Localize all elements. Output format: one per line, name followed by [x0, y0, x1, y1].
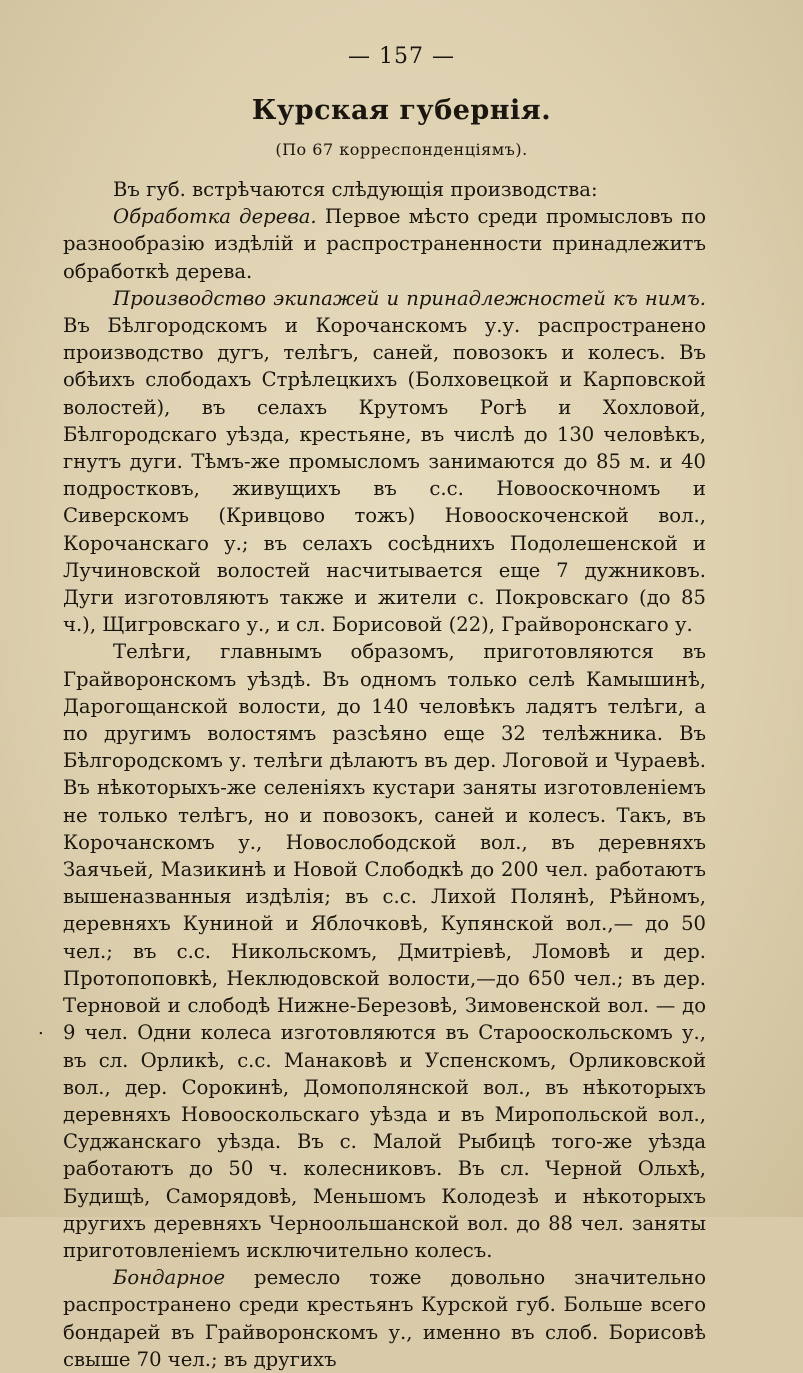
paragraph-carts [63, 638, 706, 1264]
section-lead: Обработка дерева. [113, 205, 317, 229]
page-title: Курская губернія. [251, 95, 552, 126]
margin-dot: . [38, 1018, 44, 1039]
paragraph-wood-processing [63, 203, 706, 285]
paragraph-cooperage [63, 1264, 706, 1373]
page-number: — 157 — [348, 44, 455, 69]
section-text: ремесло тоже довольно значительно распространено среди крестьянъ Курской губ. Больше всего бондарей въ Грайворонскомъ у., именно въ слоб. Борисовѣ свыше 70 чел.; въ другихъ [63, 1266, 706, 1371]
intro-paragraph: Въ губ. встрѣчаются слѣдующія производства: [113, 178, 598, 201]
section-text: Первое мѣсто среди промысловъ по разнообразію издѣлій и распространенности принадлежитъ обработкѣ дерева. [63, 205, 706, 283]
section-lead: Бондарное [113, 1266, 226, 1290]
section-lead: Производство экипажей и принадлежностей къ нимъ. [113, 286, 706, 310]
section-text: Въ Бѣлгородскомъ и Корочанскомъ у.у. распространено производство дугъ, телѣгъ, саней, повозокъ и колесъ. Въ обѣихъ слободахъ Стрѣлецкихъ (Болховецкой и Карповской волостей), въ селахъ Крутомъ Рогѣ и Хохловой, Бѣлгородскаго уѣзда, крестьяне, въ числѣ до 130 человѣкъ, гнутъ дуги. Тѣмъ-же промысломъ занимаются до 85 м. и 40 подростковъ, живущихъ въ с.с. Новооскочномъ и Сиверскомъ (Кривцово тожъ) Новооскоченской вол., Корочанскаго у.; въ селахъ сосѣднихъ Подолешенской и Лучиновской волостей насчитывается еще 7 дужниковъ. Дуги изготовляютъ также и жители с. Покровскаго (до 85 ч.), Щигровскаго у., и сл. Борисовой (22), Грайворонскаго у. [63, 314, 706, 637]
body-text [63, 176, 706, 1373]
paragraph-carriages [63, 285, 706, 639]
section-text: Телѣги, главнымъ образомъ, приготовляются въ Грайворонскомъ уѣздѣ. Въ одномъ только селѣ Камышинѣ, Дарогощанской волости, до 140 человѣкъ ладятъ телѣги, а по другимъ волостямъ разсѣяно еще 32 телѣжника. Въ Бѣлгородскомъ у. телѣги дѣлаютъ въ дер. Логовой и Чураевѣ. Въ нѣкоторыхъ-же селеніяхъ кустари заняты изготовленіемъ не только телѣгъ, но и повозокъ, саней и колесъ. Такъ, въ Корочанскомъ у., Новослободской вол., въ деревняхъ Заячьей, Мазикинѣ и Новой Слободкѣ до 200 чел. работаютъ вышеназванныя издѣлія; въ с.с. Лихой Полянѣ, Рѣйномъ, деревняхъ Куниной и Яблочковѣ, Купянской вол.,— до 50 чел.; въ с.с. Никольскомъ, Дмитріевѣ, Ломовѣ и дер. Протопоповкѣ, Неклюдовской волости,—до 650 чел.; въ дер. Терновой и слободѣ Нижне-Березовѣ, Зимовенской вол. — до 9 чел. Одни колеса изготовляются въ Старооскольскомъ у., въ сл. Орликѣ, с.с. Манаковѣ и Успенскомъ, Орликовской вол., дер. Сорокинѣ, Домополянской вол., въ нѣкоторыхъ деревняхъ Новооскольскаго уѣзда и въ Миропольской вол., Суджанскаго уѣзда. Въ с. Малой Рыбицѣ того-же уѣзда работаютъ до 50 ч. колесниковъ. Въ сл. Черной Ольхѣ, Будищѣ, Саморядовѣ, Меньшомъ Колодезѣ и нѣкоторыхъ другихъ деревняхъ Черноольшанской вол. до 88 чел. заняты приготовленіемъ исключительно колесъ. [63, 640, 706, 1262]
page-subtitle: (По 67 корреспонденціямъ). [275, 140, 528, 159]
